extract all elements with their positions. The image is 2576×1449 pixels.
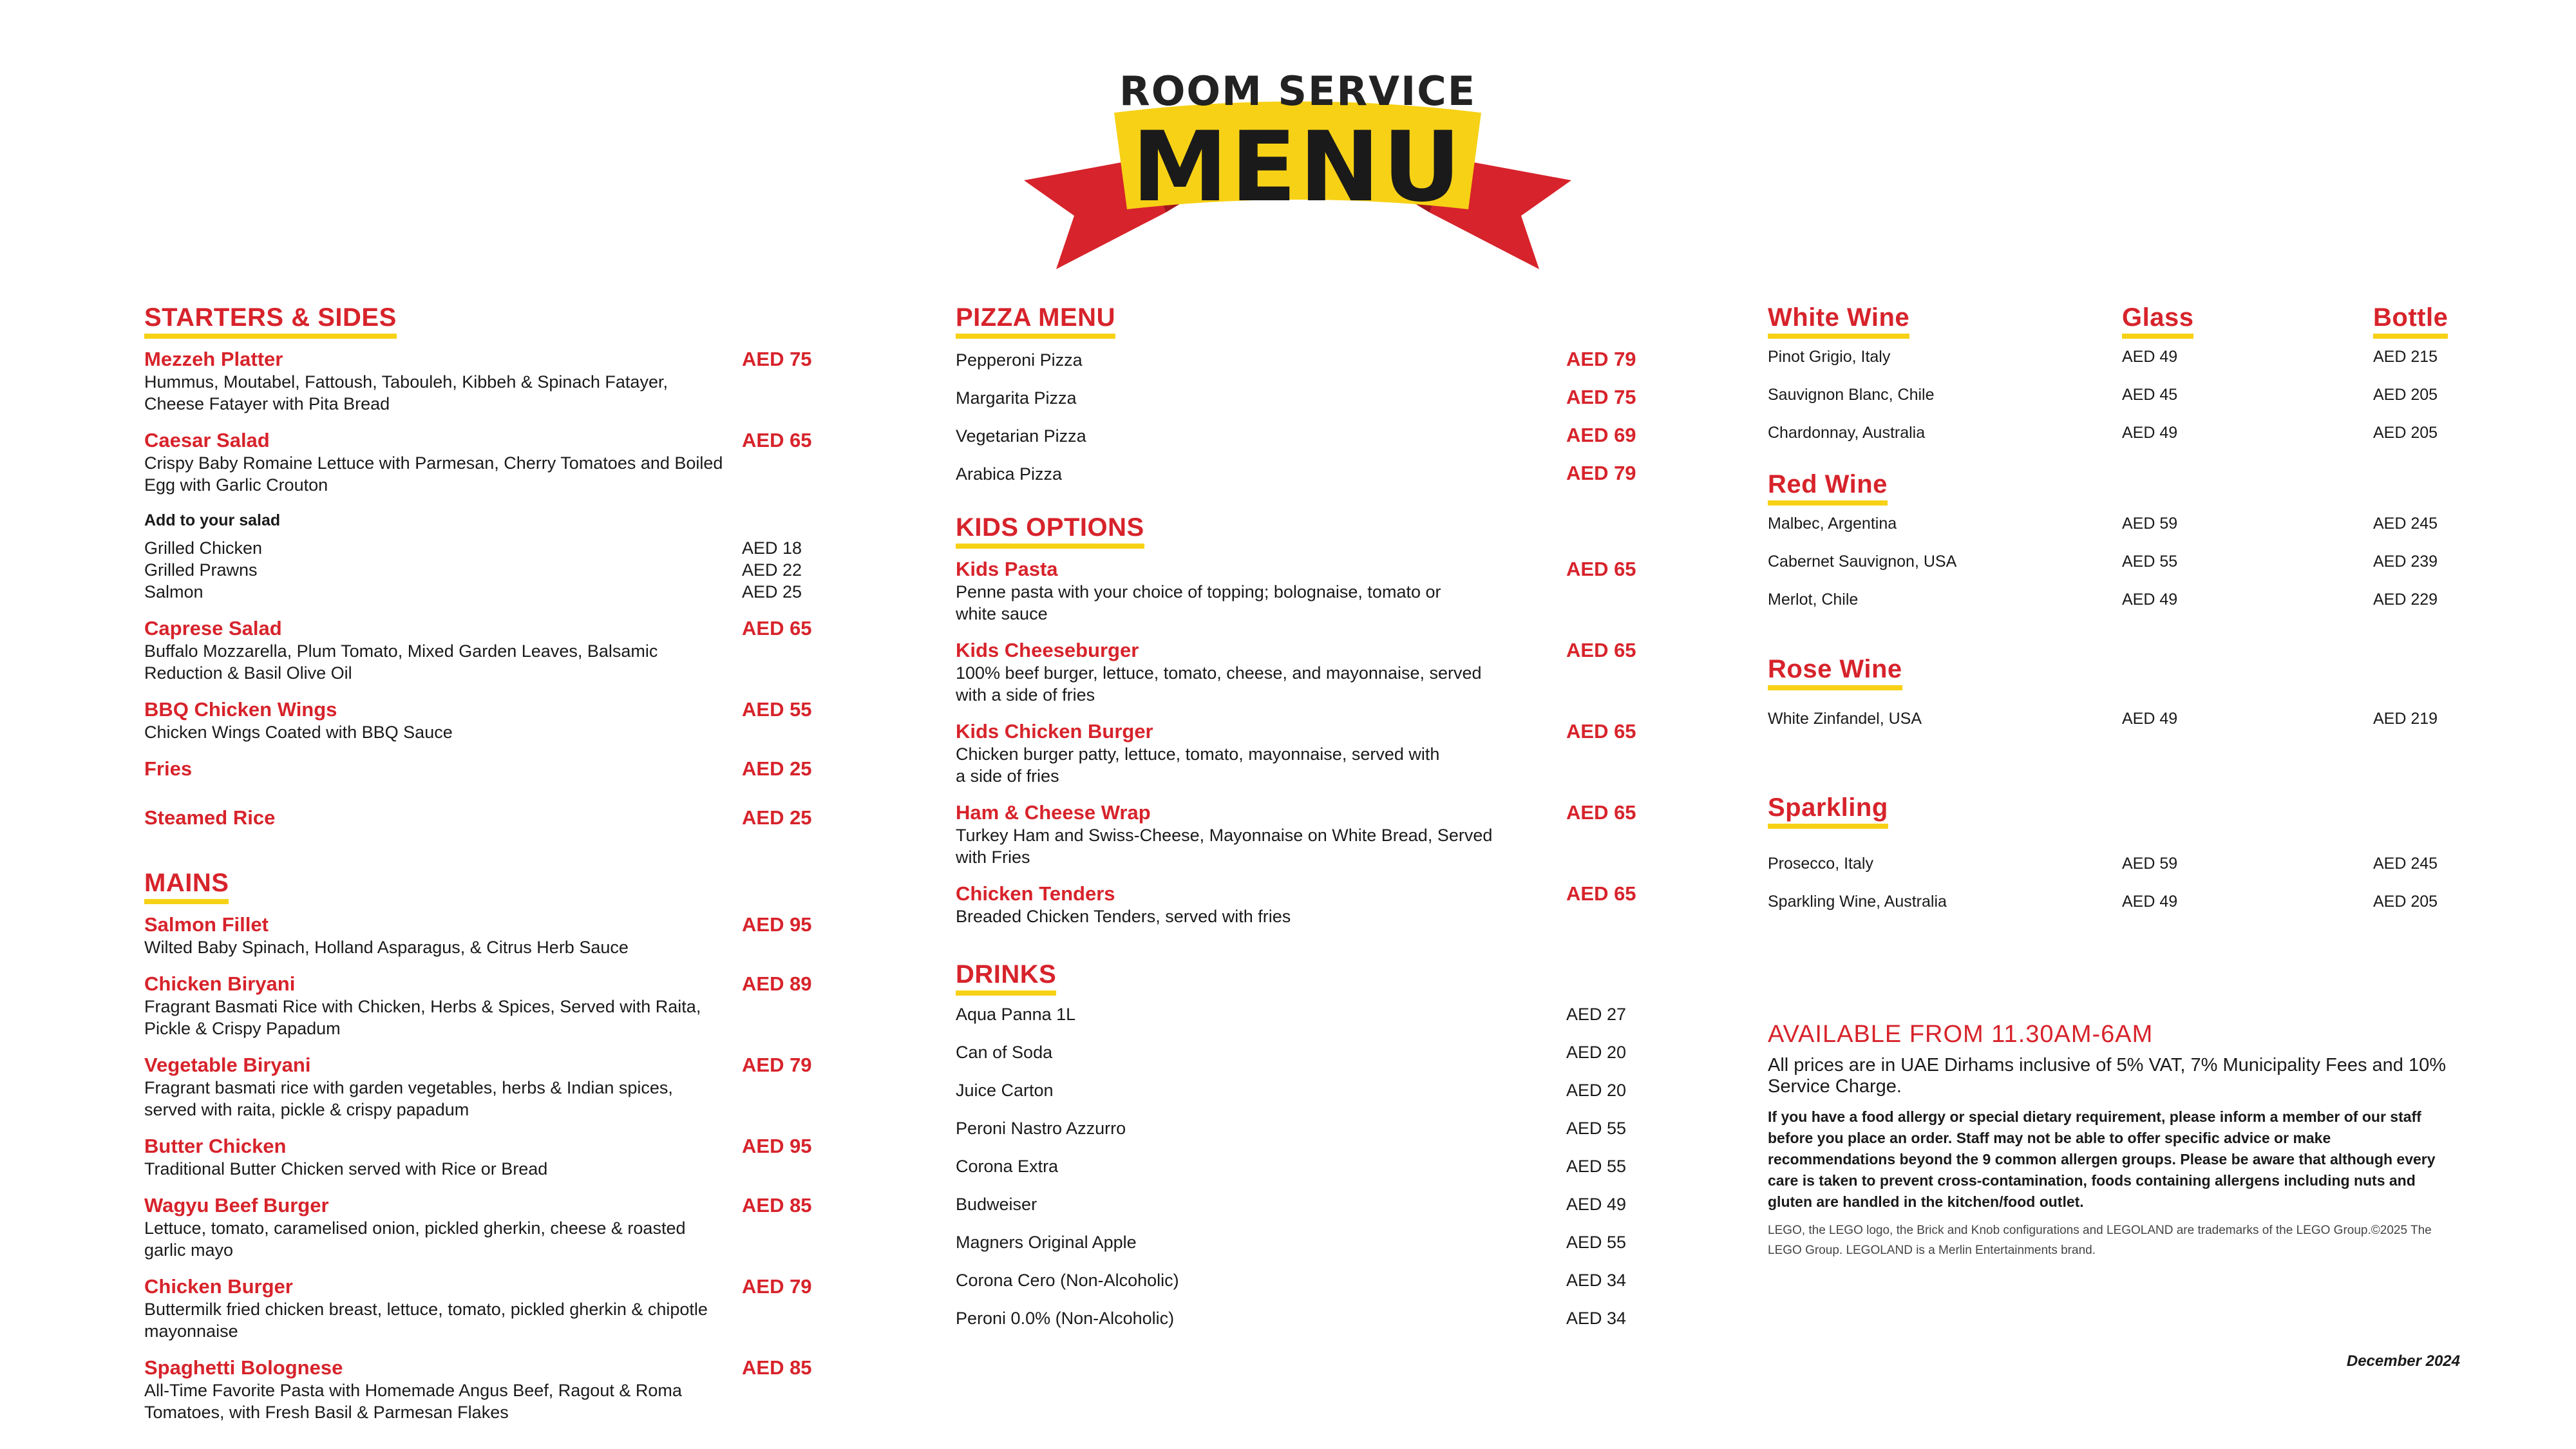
wine-name: Chardonnay, Australia [1768, 424, 1926, 442]
item-price: AED 79 [742, 1275, 812, 1298]
item-name: Can of Soda [956, 1043, 1053, 1062]
drink-row [956, 1309, 1638, 1347]
wine-name: Malbec, Argentina [1768, 515, 1897, 533]
glass-price: AED 49 [2122, 348, 2178, 366]
wine-name: Cabernet Sauvignon, USA [1768, 553, 1957, 571]
bottle-price: AED 245 [2373, 515, 2438, 533]
pizza-section-title: PIZZA MENU [956, 303, 1115, 339]
rose-wine-title: Rose Wine [1768, 654, 1902, 690]
rose-wine-header [1768, 654, 2450, 692]
wine-name: Pinot Grigio, Italy [1768, 348, 1891, 366]
addon-price: AED 25 [742, 582, 802, 601]
menu-item [144, 913, 814, 958]
drink-row [956, 1233, 1638, 1271]
room-service-label: ROOM SERVICE [1119, 68, 1477, 115]
item-description: All-Time Favorite Pasta with Homemade Angus Beef, Ragout & Roma Tomatoes, with Fresh Basil & Parmesan Flakes [144, 1381, 682, 1422]
menu-item [144, 1194, 814, 1261]
wine-row [1768, 591, 2450, 629]
item-price: AED 20 [1566, 1043, 1627, 1062]
menu-date: December 2024 [2346, 1352, 2460, 1370]
menu-item [956, 801, 1638, 868]
drink-row [956, 1157, 1638, 1195]
bottle-price: AED 205 [2373, 424, 2438, 442]
item-description: Crispy Baby Romaine Lettuce with Parmesan, Cherry Tomatoes and Boiled Egg with Garlic Crouton [144, 453, 723, 495]
addon-name: Grilled Prawns [144, 560, 258, 580]
glass-header: Glass [2122, 303, 2193, 339]
trademark-note: LEGO, the LEGO logo, the Brick and Knob configurations and LEGOLAND are trademarks of the LEGO Group.©2025 The LEGO Group. LEGOLAND is a Merlin Entertainments brand. [1768, 1224, 2432, 1257]
red-wine-header [1768, 469, 2450, 507]
item-description: Turkey Ham and Swiss-Cheese, Mayonnaise on White Bread, Served with Fries [956, 826, 1493, 867]
pizza-row [956, 424, 1638, 462]
red-wine-title: Red Wine [1768, 469, 1888, 506]
item-price: AED 69 [1566, 424, 1636, 446]
item-price: AED 55 [1566, 1119, 1627, 1138]
item-price: AED 79 [742, 1054, 812, 1076]
item-price: AED 65 [1566, 558, 1636, 580]
menu-item [144, 1135, 814, 1180]
drinks-section-title: DRINKS [956, 960, 1056, 996]
item-name: Pepperoni Pizza [956, 350, 1083, 370]
menu-item [144, 348, 814, 415]
menu-banner [1024, 61, 1571, 274]
glass-price: AED 49 [2122, 893, 2178, 911]
wine-row [1768, 855, 2450, 893]
wine-row [1768, 348, 2450, 386]
menu-item [144, 698, 814, 743]
item-description: Chicken Wings Coated with BBQ Sauce [144, 723, 453, 742]
item-name: Juice Carton [956, 1081, 1054, 1100]
bottle-price: AED 215 [2373, 348, 2438, 366]
item-name: BBQ Chicken Wings [144, 698, 337, 721]
glass-price: AED 45 [2122, 386, 2178, 404]
item-price: AED 55 [742, 698, 812, 721]
addon-name: Grilled Chicken [144, 538, 263, 558]
bottle-header: Bottle [2373, 303, 2448, 339]
prices-note: All prices are in UAE Dirhams inclusive of 5% VAT, 7% Municipality Fees and 10% Service Charge. [1768, 1055, 2447, 1097]
item-price: AED 27 [1566, 1005, 1627, 1024]
item-price: AED 25 [742, 806, 812, 829]
drink-row [956, 1119, 1638, 1157]
item-name: Wagyu Beef Burger [144, 1194, 329, 1217]
item-name: Chicken Burger [144, 1275, 293, 1298]
item-name: Spaghetti Bolognese [144, 1356, 343, 1379]
menu-item [144, 1275, 814, 1342]
item-name: Butter Chicken [144, 1135, 287, 1157]
item-price: AED 75 [742, 348, 812, 370]
addon-title: Add to your salad [144, 511, 281, 529]
addon-row [144, 537, 814, 559]
drinks-list [956, 1005, 1638, 1347]
item-price: AED 55 [1566, 1233, 1627, 1252]
info-block [1768, 1021, 2450, 1260]
mains-section-title: MAINS [144, 868, 229, 904]
starters-section-title: STARTERS & SIDES [144, 303, 397, 339]
item-price: AED 95 [742, 913, 812, 936]
item-name: Mezzeh Platter [144, 348, 283, 370]
item-description: Fragrant basmati rice with garden vegetables, herbs & Indian spices, served with raita, pickle & crispy papadum [144, 1078, 673, 1119]
wine-row [1768, 553, 2450, 591]
menu-item [144, 617, 814, 684]
starters-mains-column [144, 303, 814, 1437]
wine-name: White Zinfandel, USA [1768, 710, 1922, 728]
availability-heading: AVAILABLE FROM 11.30AM-6AM [1768, 1021, 2154, 1048]
item-description: Hummus, Moutabel, Fattoush, Tabouleh, Kibbeh & Spinach Fatayer, Cheese Fatayer with Pita Bread [144, 372, 668, 413]
wine-row [1768, 710, 2450, 748]
pizza-row [956, 462, 1638, 500]
item-name: Magners Original Apple [956, 1233, 1137, 1252]
pizza-kids-drinks-column [956, 303, 1638, 1347]
item-price: AED 89 [742, 972, 812, 995]
item-price: AED 65 [742, 429, 812, 451]
bottle-price: AED 205 [2373, 893, 2438, 911]
item-price: AED 65 [1566, 801, 1636, 824]
wine-row [1768, 424, 2450, 462]
drink-row [956, 1043, 1638, 1081]
wine-name: Merlot, Chile [1768, 591, 1859, 609]
item-price: AED 65 [1566, 882, 1636, 905]
white-wine-title: White Wine [1768, 303, 1909, 339]
wine-name: Sparkling Wine, Australia [1768, 893, 1947, 911]
pizza-row [956, 386, 1638, 424]
item-price: AED 79 [1566, 462, 1636, 484]
drink-row [956, 1271, 1638, 1309]
wine-column [1768, 303, 2450, 1260]
addon-row [144, 559, 814, 581]
drink-row [956, 1005, 1638, 1043]
item-description: Buttermilk fried chicken breast, lettuce, tomato, pickled gherkin & chipotle mayonnaise [144, 1300, 708, 1341]
addon-price: AED 18 [742, 538, 802, 558]
item-price: AED 75 [1566, 386, 1636, 408]
item-price: AED 85 [742, 1356, 812, 1379]
allergy-note: If you have a food allergy or special dietary requirement, please inform a member of our staff before you place an order. Staff may not be able to offer specific advice or make recommendations beyond the 9 common allergen groups. Please be aware that although every care is taken to prevent cross-contamination, foods containing allergens including nuts and gluten are handled in the kitchen/food outlet. [1768, 1108, 2436, 1210]
menu-item [956, 720, 1638, 787]
item-name: Aqua Panna 1L [956, 1005, 1076, 1024]
item-name: Arabica Pizza [956, 464, 1063, 484]
addon-name: Salmon [144, 582, 204, 601]
menu-item [144, 972, 814, 1039]
bottle-price: AED 229 [2373, 591, 2438, 609]
wine-row [1768, 515, 2450, 553]
item-description: Traditional Butter Chicken served with Rice or Bread [144, 1159, 548, 1179]
bottle-price: AED 219 [2373, 710, 2438, 728]
item-price: AED 20 [1566, 1081, 1627, 1100]
bottle-price: AED 205 [2373, 386, 2438, 404]
drink-row [956, 1195, 1638, 1233]
item-name: Caesar Salad [144, 429, 270, 451]
item-name: Peroni Nastro Azzurro [956, 1119, 1126, 1138]
item-description: Buffalo Mozzarella, Plum Tomato, Mixed Garden Leaves, Balsamic Reduction & Basil Olive Oil [144, 641, 658, 683]
wine-row [1768, 893, 2450, 931]
item-name: Steamed Rice [144, 806, 276, 829]
item-name: Margarita Pizza [956, 388, 1077, 408]
item-name: Peroni 0.0% (Non-Alcoholic) [956, 1309, 1175, 1328]
glass-price: AED 55 [2122, 553, 2178, 571]
menu-item [144, 757, 814, 781]
item-price: AED 55 [1566, 1157, 1627, 1176]
item-price: AED 85 [742, 1194, 812, 1217]
drink-row [956, 1081, 1638, 1119]
item-price: AED 79 [1566, 348, 1636, 370]
item-name: Fries [144, 757, 193, 780]
menu-item [144, 429, 814, 496]
item-price: AED 95 [742, 1135, 812, 1157]
item-name: Vegetarian Pizza [956, 426, 1086, 446]
menu-item [144, 1054, 814, 1121]
bottle-price: AED 245 [2373, 855, 2438, 873]
wine-name: Prosecco, Italy [1768, 855, 1873, 873]
glass-price: AED 59 [2122, 515, 2178, 533]
item-price: AED 25 [742, 757, 812, 780]
pizza-list [956, 348, 1638, 500]
item-price: AED 65 [742, 617, 812, 639]
item-price: AED 65 [1566, 639, 1636, 661]
bottle-price: AED 239 [2373, 553, 2438, 571]
item-name: Corona Cero (Non-Alcoholic) [956, 1271, 1179, 1290]
menu-item [144, 1356, 814, 1423]
item-price: AED 34 [1566, 1271, 1627, 1290]
item-description: Lettuce, tomato, caramelised onion, pickled gherkin, cheese & roasted garlic mayo [144, 1218, 686, 1260]
item-name: Corona Extra [956, 1157, 1059, 1176]
item-description: 100% beef burger, lettuce, tomato, cheese, and mayonnaise, served with a side of fries [956, 663, 1482, 705]
item-name: Chicken Biryani [144, 972, 296, 995]
item-price: AED 49 [1566, 1195, 1627, 1214]
item-description: Fragrant Basmati Rice with Chicken, Herbs & Spices, Served with Raita, Pickle & Crispy Papadum [144, 997, 701, 1038]
item-name: Caprese Salad [144, 617, 282, 639]
item-price: AED 65 [1566, 720, 1636, 743]
item-name: Salmon Fillet [144, 913, 269, 936]
glass-price: AED 49 [2122, 591, 2178, 609]
addon-row [144, 581, 814, 603]
addon-list [144, 537, 814, 603]
item-name: Kids Chicken Burger [956, 720, 1153, 743]
item-description: Breaded Chicken Tenders, served with fries [956, 907, 1291, 926]
item-description: Chicken burger patty, lettuce, tomato, mayonnaise, served with a side of fries [956, 744, 1440, 786]
item-name: Chicken Tenders [956, 882, 1115, 905]
glass-price: AED 49 [2122, 424, 2178, 442]
item-description: Wilted Baby Spinach, Holland Asparagus, & Citrus Herb Sauce [144, 938, 629, 957]
item-description: Penne pasta with your choice of topping; bolognaise, tomato or white sauce [956, 582, 1441, 623]
item-name: Kids Pasta [956, 558, 1058, 580]
sparkling-title: Sparkling [1768, 793, 1888, 829]
wine-row [1768, 386, 2450, 424]
pizza-row [956, 348, 1638, 386]
wine-header [1768, 303, 2450, 340]
menu-item [956, 558, 1638, 625]
item-name: Ham & Cheese Wrap [956, 801, 1151, 824]
menu-title: MENU [1132, 111, 1464, 223]
glass-price: AED 49 [2122, 710, 2178, 728]
item-price: AED 34 [1566, 1309, 1627, 1328]
addon-price: AED 22 [742, 560, 802, 580]
menu-item [144, 806, 814, 829]
menu-item [956, 639, 1638, 706]
kids-section-title: KIDS OPTIONS [956, 513, 1144, 549]
wine-name: Sauvignon Blanc, Chile [1768, 386, 1935, 404]
menu-item [956, 882, 1638, 927]
item-name: Budweiser [956, 1195, 1037, 1214]
glass-price: AED 59 [2122, 855, 2178, 873]
item-name: Kids Cheeseburger [956, 639, 1139, 661]
item-name: Vegetable Biryani [144, 1054, 311, 1076]
sparkling-header [1768, 793, 2450, 830]
